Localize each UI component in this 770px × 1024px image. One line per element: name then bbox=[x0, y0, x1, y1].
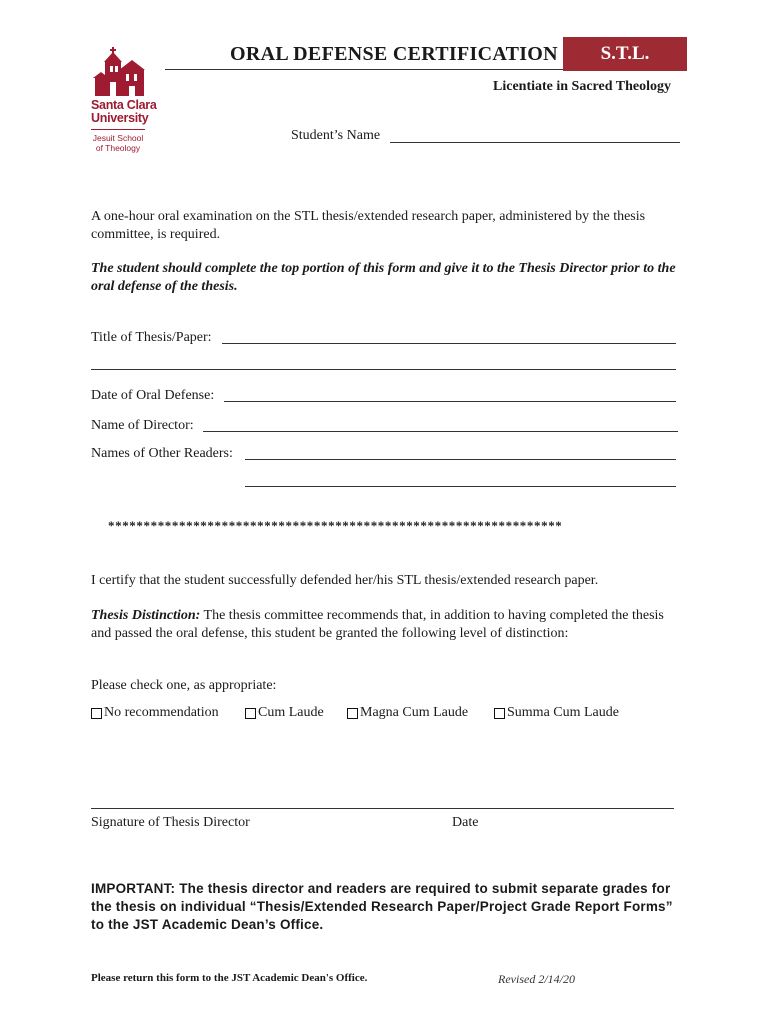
check-prompt: Please check one, as appropriate: bbox=[91, 678, 277, 693]
other-readers-field-line-2[interactable] bbox=[245, 486, 676, 487]
distinction-label: Thesis Distinction: bbox=[91, 608, 201, 623]
logo-school-line-2: of Theology bbox=[95, 143, 141, 153]
logo-line-1: Santa Clara bbox=[91, 98, 157, 112]
other-readers-field[interactable] bbox=[245, 459, 676, 460]
revision-date: Revised 2/14/20 bbox=[498, 972, 575, 986]
option-cum-laude[interactable] bbox=[245, 705, 324, 721]
signature-date-label: Date bbox=[452, 815, 479, 830]
student-name-field[interactable] bbox=[390, 142, 680, 143]
thesis-title-field-line-2[interactable] bbox=[91, 369, 676, 370]
option-label: Magna Cum Laude bbox=[360, 705, 469, 720]
option-label: Summa Cum Laude bbox=[507, 705, 619, 720]
return-note: Please return this form to the JST Academic Dean's Office. bbox=[91, 972, 368, 984]
logo-wordmark bbox=[91, 99, 156, 125]
other-readers-label: Names of Other Readers: bbox=[91, 446, 233, 461]
distinction-text: The thesis committee recommends that, in addition to having completed the thesis and passed the oral defense, this student be granted the following level of distinction: bbox=[91, 608, 664, 641]
logo-school-line-1: Jesuit School bbox=[92, 133, 144, 143]
checkbox-icon[interactable] bbox=[347, 708, 358, 719]
checkbox-icon[interactable] bbox=[245, 708, 256, 719]
defense-date-label: Date of Oral Defense: bbox=[91, 388, 215, 403]
requirement-text: A one-hour oral examination on the STL thesis/extended research paper, administered by the thesis committee, is required. bbox=[91, 209, 646, 242]
defense-date-field[interactable] bbox=[224, 401, 676, 402]
title-underline bbox=[165, 69, 563, 70]
form-title: ORAL DEFENSE CERTIFICATION bbox=[230, 43, 558, 65]
option-no-recommendation[interactable] bbox=[91, 705, 219, 721]
checkbox-icon[interactable] bbox=[91, 708, 102, 719]
section-separator: **************************************************************** bbox=[108, 518, 563, 533]
logo-divider bbox=[91, 129, 145, 130]
logo-line-2: University bbox=[91, 111, 149, 125]
director-name-field[interactable] bbox=[203, 431, 678, 432]
mission-church-icon bbox=[90, 44, 148, 100]
director-name-label: Name of Director: bbox=[91, 418, 194, 433]
distinction-paragraph bbox=[91, 607, 681, 643]
certify-statement: I certify that the student successfully defended her/his STL thesis/extended research paper. bbox=[91, 573, 599, 588]
degree-badge: S.T.L. bbox=[563, 37, 687, 71]
option-magna-cum-laude[interactable] bbox=[347, 705, 468, 721]
signature-field[interactable] bbox=[91, 808, 674, 809]
checkbox-icon[interactable] bbox=[494, 708, 505, 719]
logo-school bbox=[91, 133, 145, 153]
thesis-title-label: Title of Thesis/Paper: bbox=[91, 330, 212, 345]
option-label: No recommendation bbox=[104, 705, 219, 720]
option-summa-cum-laude[interactable] bbox=[494, 705, 619, 721]
student-name-label: Student’s Name bbox=[291, 128, 381, 143]
signature-label: Signature of Thesis Director bbox=[91, 815, 250, 830]
option-label: Cum Laude bbox=[258, 705, 324, 720]
university-logo bbox=[90, 44, 148, 105]
degree-subtitle: Licentiate in Sacred Theology bbox=[493, 79, 671, 94]
instruction-text: The student should complete the top portion of this form and give it to the Thesis Director prior to the oral defense of the thesis. bbox=[91, 261, 676, 294]
important-notice: IMPORTANT: The thesis director and readers are required to submit separate grades for the thesis on individual “Thesis/Extended Research Paper/Project Grade Report Forms” to the JST Academic Dean’s Office. bbox=[91, 881, 673, 932]
thesis-title-field[interactable] bbox=[222, 343, 676, 344]
